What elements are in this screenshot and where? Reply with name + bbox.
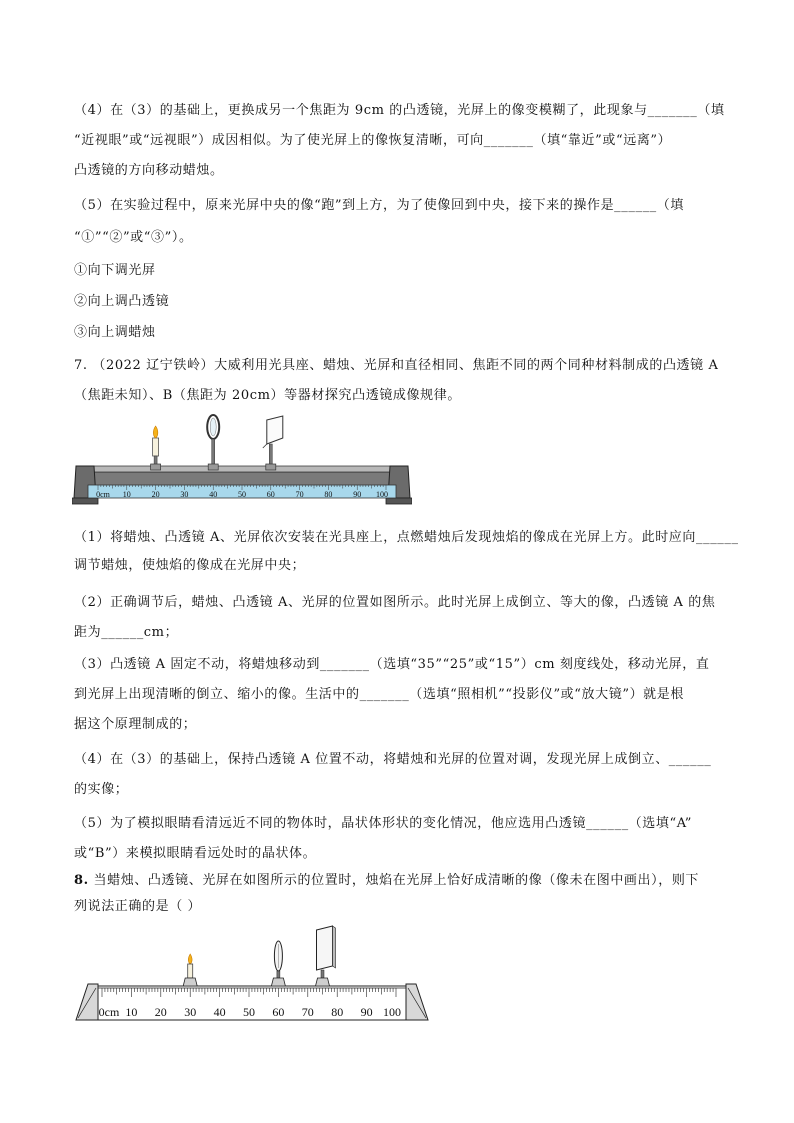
question-7-part3-line3: 据这个原理制成的；	[74, 717, 197, 732]
paragraph-q6-4-line1: （4）在（3）的基础上，更换成另一个焦距为 9cm 的凸透镜，光屏上的像变模糊了，此现象与_______（填	[74, 103, 725, 118]
scale-label: 10	[122, 490, 131, 499]
paragraph-q6-5-line1: （5）在实验过程中，原来光屏中央的像“跑”到上方，为了使像回到中央，接下来的操作是______（填	[74, 198, 684, 213]
light-screen-q7	[263, 416, 283, 470]
scale-label: 20	[151, 490, 160, 499]
scale-label: 40	[209, 490, 218, 499]
question-7-part3-line1: （3）凸透镜 A 固定不动，将蜡烛移动到_______（选填“35”“25”或“15”）cm 刻度线处，移动光屏，直	[74, 657, 710, 672]
scale-label: 100	[383, 1005, 401, 1019]
question-7-part4-line2: 的实像；	[74, 782, 129, 797]
candle-q7	[151, 426, 161, 470]
scale-label: 100	[376, 490, 388, 499]
question-8-line1	[74, 872, 699, 890]
option-2: ②向上调凸透镜	[74, 294, 170, 309]
scale-label: 80	[331, 1005, 344, 1019]
optical-bench-figure-q7	[72, 414, 412, 518]
scale-label: 0cm	[96, 490, 110, 499]
scale-label: 90	[353, 490, 362, 499]
paragraph-q6-5-line2: “①”“②”或“③”）。	[74, 230, 193, 245]
scale-label: 70	[301, 1005, 314, 1019]
light-screen-q8	[316, 926, 336, 986]
convex-lens-q8	[271, 941, 285, 986]
option-1: ①向下调光屏	[74, 263, 156, 278]
question-7-part2-line1: （2）正确调节后，蜡烛、凸透镜 A、光屏的位置如图所示。此时光屏上成倒立、等大的像，凸透镜 A 的焦	[74, 595, 716, 610]
question-7-number: 7.	[74, 358, 88, 373]
scale-label: 80	[324, 490, 333, 499]
question-7-part1-line2: 调节蜡烛，使烛焰的像成在光屏中央；	[74, 558, 306, 573]
question-8-number: 8.	[74, 873, 89, 888]
scale-label: 90	[360, 1005, 373, 1019]
scale-label: 60	[266, 490, 275, 499]
option-3: ③向上调蜡烛	[74, 325, 156, 340]
question-7-stem-line2: （焦距未知）、B（焦距为 20cm）等器材探究凸透镜成像规律。	[74, 388, 461, 403]
scale-label: 10	[125, 1005, 138, 1019]
scale-label: 0cm	[98, 1005, 120, 1019]
convex-lens-q7	[207, 415, 219, 470]
scale-label: 40	[213, 1005, 226, 1019]
scale-label: 50	[238, 490, 246, 499]
candle-q8	[183, 954, 197, 986]
optical-bench-figure-q8	[72, 920, 432, 1026]
question-7-part4-line1: （4）在（3）的基础上，保持凸透镜 A 位置不动，将蜡烛和光屏的位置对调，发现光屏上成倒立、______	[74, 752, 712, 767]
question-7-line1	[74, 357, 718, 375]
scale-label: 70	[295, 490, 304, 499]
scale-label: 30	[184, 1005, 197, 1019]
question-7-part2-line2: 距为______cm；	[74, 625, 179, 640]
scale-label: 20	[154, 1005, 167, 1019]
question-8-stem-line2: 列说法正确的是（ ）	[74, 899, 202, 914]
question-8-stem-line1: 当蜡烛、凸透镜、光屏在如图所示的位置时，烛焰在光屏上恰好成清晰的像（像未在图中画出），则下	[93, 873, 700, 888]
question-7-part3-line2: 到光屏上出现清晰的倒立、缩小的像。生活中的_______（选填“照相机”“投影仪”或“放大镜”）就是根	[74, 687, 684, 702]
question-7-part1-line1: （1）将蜡烛、凸透镜 A、光屏依次安装在光具座上，点燃蜡烛后发现烛焰的像成在光屏上方。此时应向______	[74, 530, 739, 545]
scale-label: 30	[180, 490, 189, 499]
scale-label: 50	[243, 1005, 255, 1019]
question-7-stem-line1: （2022 辽宁铁岭）大威利用光具座、蜡烛、光屏和直径相同、焦距不同的两个同种材料制成的凸透镜 A	[92, 358, 719, 373]
question-7-part5-line2: 或“B”）来模拟眼睛看远处时的晶状体。	[74, 846, 317, 861]
paragraph-q6-4-line3: 凸透镜的方向移动蜡烛。	[74, 163, 224, 178]
question-7-part5-line1: （5）为了模拟眼睛看清远近不同的物体时，晶状体形状的变化情况，他应选用凸透镜______（选填“A”	[74, 816, 693, 831]
paragraph-q6-4-line2: “近视眼”或“远视眼”）成因相似。为了使光屏上的像恢复清晰，可向_______（填“靠近”或“远离”）	[74, 133, 672, 148]
scale-label: 60	[272, 1005, 285, 1019]
